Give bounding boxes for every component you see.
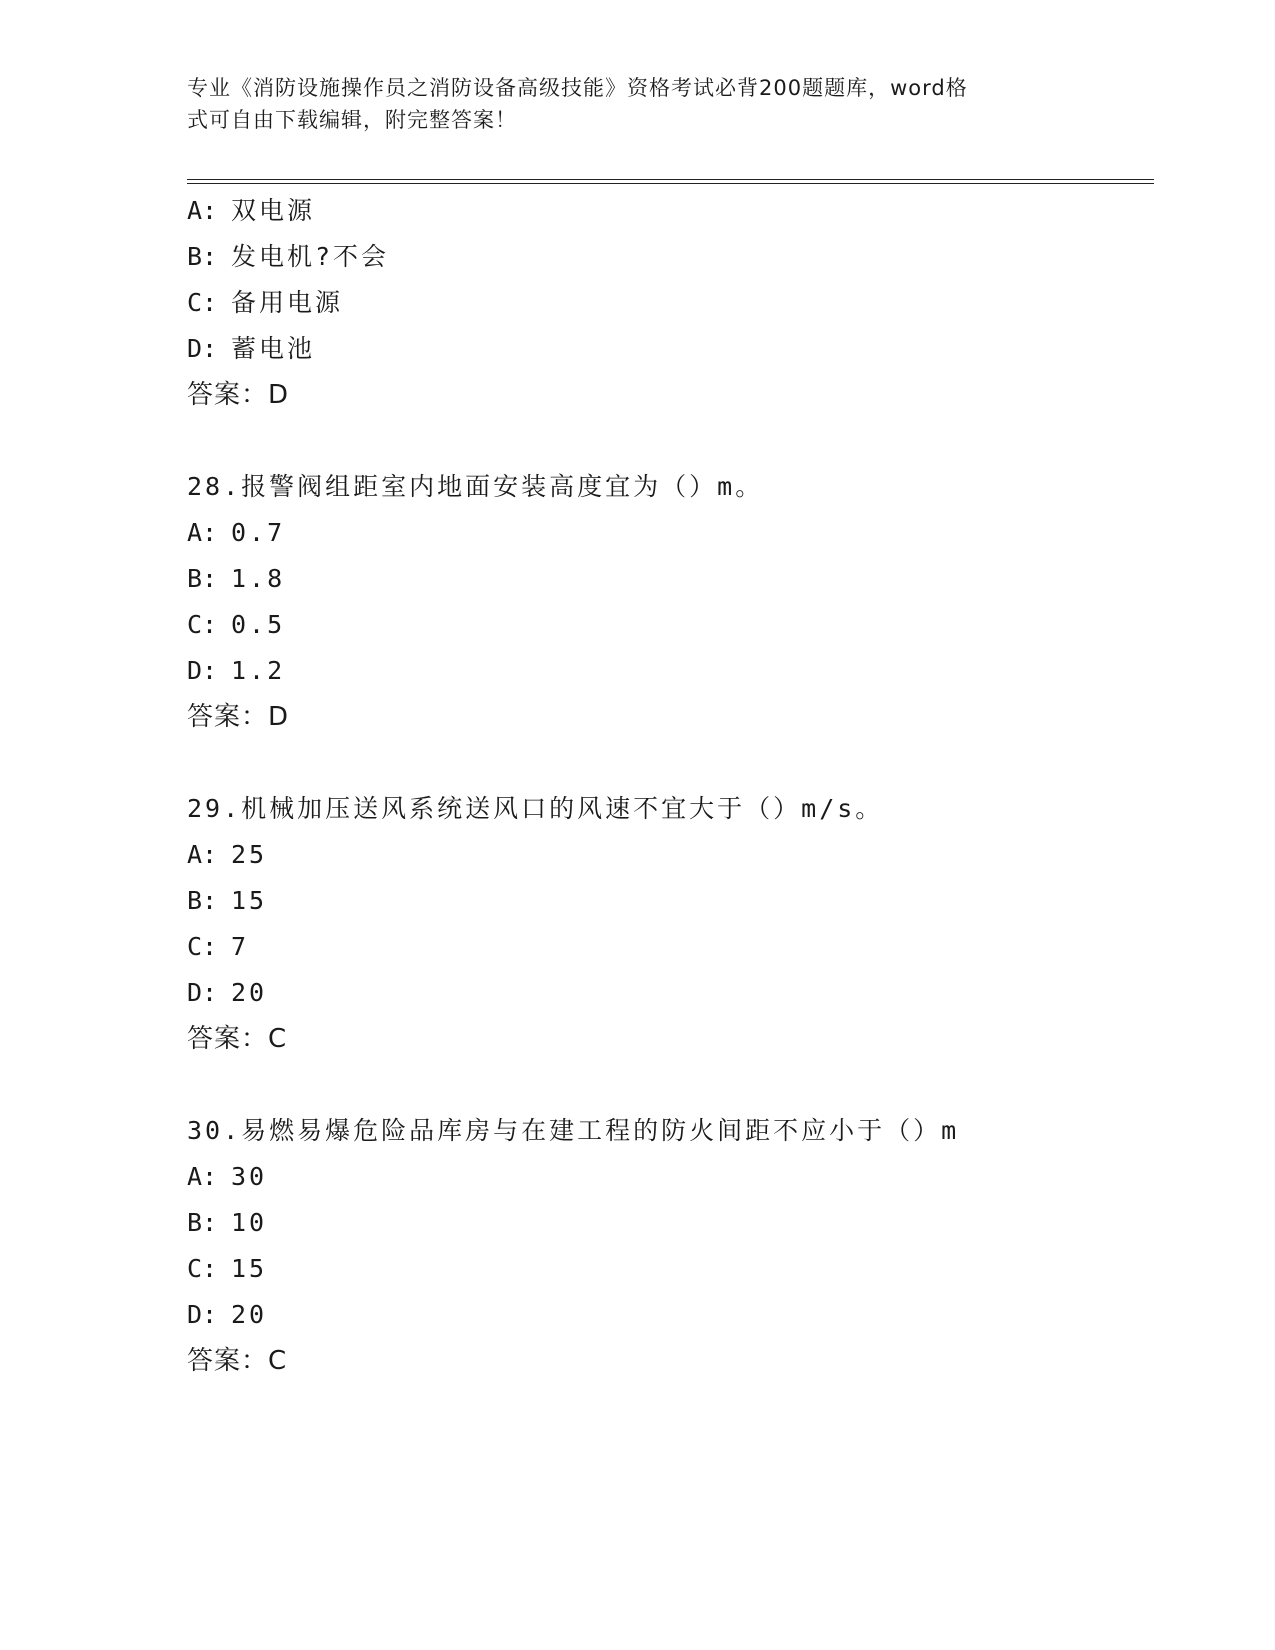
option-text: 20 (231, 978, 268, 1007)
document-header (187, 72, 1067, 136)
option-text: 30 (231, 1162, 268, 1191)
option-c (187, 602, 1187, 648)
option-prefix: A: (187, 840, 218, 869)
option-prefix: C: (187, 288, 218, 317)
option-text: 1.8 (231, 564, 286, 593)
answer-line: 答案：C (187, 1024, 288, 1054)
option-c (187, 280, 1187, 326)
header-line-2: 式可自由下载编辑，附完整答案！ (187, 108, 517, 132)
option-prefix: A: (187, 196, 218, 225)
question-text: 29.机械加压送风系统送风口的风速不宜大于（）m/s。 (187, 794, 884, 823)
option-text: 10 (231, 1208, 268, 1237)
option-b (187, 556, 1187, 602)
option-text: 0.7 (231, 518, 286, 547)
question-block-27 (187, 188, 1187, 418)
option-d (187, 970, 1187, 1016)
option-prefix: C: (187, 1254, 218, 1283)
option-b (187, 234, 1187, 280)
option-prefix: A: (187, 1162, 218, 1191)
option-prefix: C: (187, 610, 218, 639)
option-a (187, 832, 1187, 878)
option-prefix: B: (187, 564, 218, 593)
answer-line: 答案：C (187, 1346, 288, 1376)
option-prefix: D: (187, 1300, 218, 1329)
header-line-1: 专业《消防设施操作员之消防设备高级技能》资格考试必背200题题库，word格 (187, 76, 968, 100)
option-text: 1.2 (231, 656, 286, 685)
option-text: 0.5 (231, 610, 286, 639)
option-d (187, 326, 1187, 372)
option-text: 发电机?不会 (231, 242, 390, 271)
option-text: 7 (231, 932, 250, 961)
option-c (187, 1246, 1187, 1292)
option-prefix: B: (187, 1208, 218, 1237)
option-d (187, 1292, 1187, 1338)
question-block-28 (187, 464, 1187, 740)
answer-line: 答案：D (187, 702, 290, 732)
option-text: 25 (231, 840, 268, 869)
option-text: 蓄电池 (231, 334, 316, 363)
option-text: 备用电源 (231, 288, 344, 317)
option-a (187, 510, 1187, 556)
question-text: 30.易燃易爆危险品库房与在建工程的防火间距不应小于（）m (187, 1116, 960, 1145)
question-block-30 (187, 1108, 1187, 1384)
option-prefix: C: (187, 932, 218, 961)
option-prefix: B: (187, 242, 218, 271)
question-text: 28.报警阀组距室内地面安装高度宜为（）m。 (187, 472, 764, 501)
option-b (187, 878, 1187, 924)
option-text: 15 (231, 886, 268, 915)
answer-line: 答案：D (187, 380, 290, 410)
option-prefix: D: (187, 978, 218, 1007)
header-divider-bottom (187, 183, 1154, 184)
option-text: 20 (231, 1300, 268, 1329)
option-prefix: A: (187, 518, 218, 547)
option-c (187, 924, 1187, 970)
question-list (187, 188, 1187, 1384)
option-b (187, 1200, 1187, 1246)
option-a (187, 1154, 1187, 1200)
option-text: 15 (231, 1254, 268, 1283)
option-prefix: B: (187, 886, 218, 915)
option-prefix: D: (187, 334, 218, 363)
question-block-29 (187, 786, 1187, 1062)
option-a (187, 188, 1187, 234)
option-d (187, 648, 1187, 694)
option-prefix: D: (187, 656, 218, 685)
header-divider-top (187, 179, 1154, 180)
option-text: 双电源 (231, 196, 316, 225)
